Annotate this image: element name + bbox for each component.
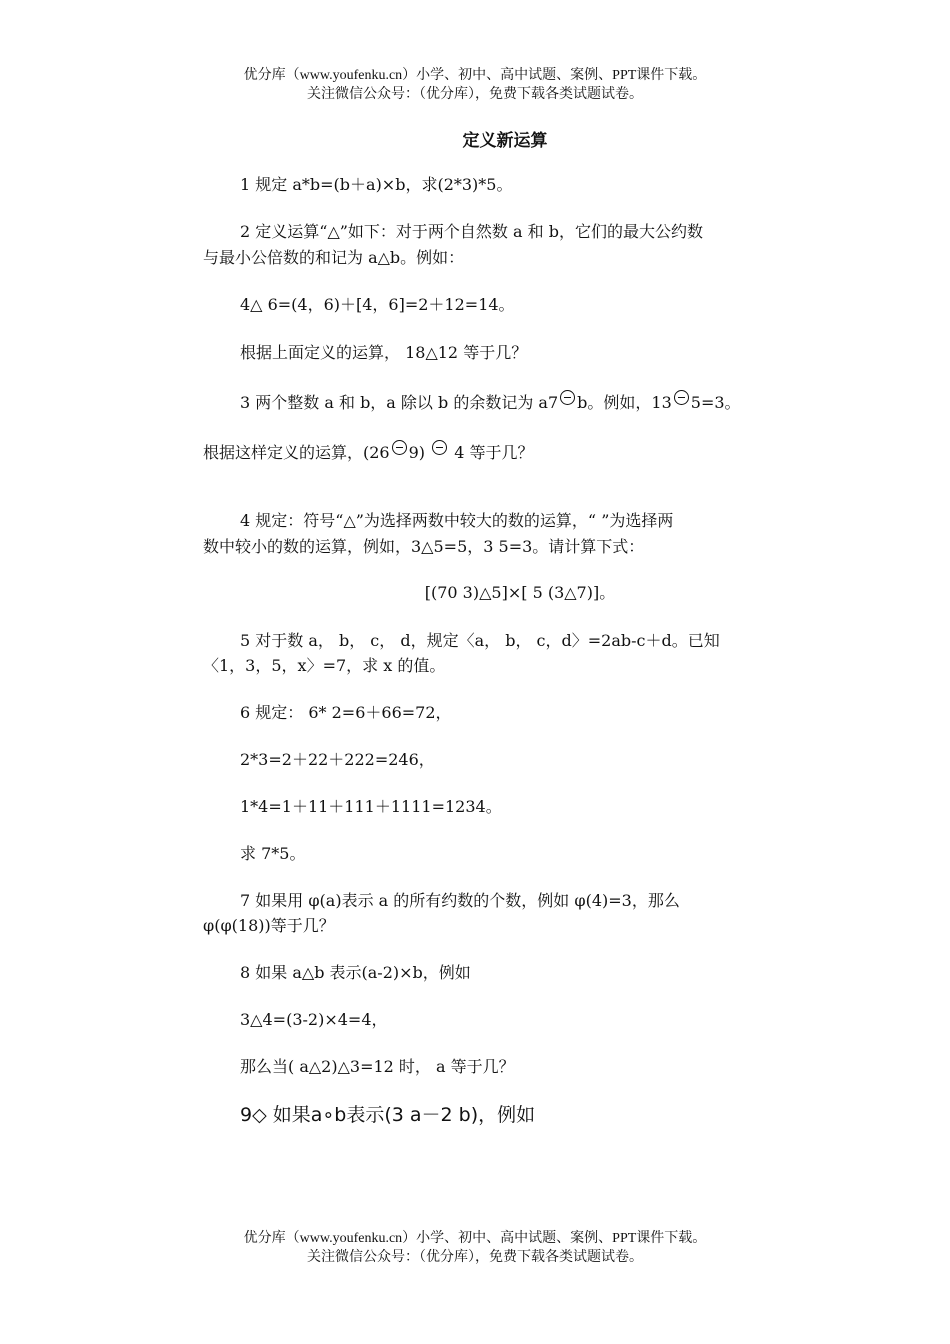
question-4-line-2: 数中较小的数的运算，例如，3△5=5，3 5=3。请计算下式： (203, 537, 645, 556)
question-8-line-3: 那么当( a△2)△3=12 时， a 等于几？ (240, 1057, 515, 1076)
question-4-line-1: 4 规定：符号“△”为选择两数中较大的数的运算，“ ”为选择两 (240, 511, 674, 530)
question-4-formula: [(70 3)△5]×[ 5 (3△7)]。 (424, 583, 616, 602)
question-5-line-1: 5 对于数 a， b， c， d，规定〈a， b， c，d〉=2ab-c＋d。已知 (240, 631, 720, 650)
footer-line-2: 关注微信公众号：（优分库），免费下载各类试题试卷。 (307, 1250, 643, 1265)
question-3-text-f: 4 等于几？ (449, 443, 534, 462)
circle-minus-icon (674, 390, 689, 405)
question-2-line-1: 2 定义运算“△”如下：对于两个自然数 a 和 b，它们的最大公约数 (240, 222, 703, 241)
circle-minus-icon (432, 440, 447, 455)
question-8-line-2: 3△4=(3-2)×4=4， (240, 1010, 388, 1029)
question-3-text-a: 3 两个整数 a 和 b，a 除以 b 的余数记为 a7 (240, 393, 559, 412)
question-3-text-d: 根据这样定义的运算，(26 (203, 443, 390, 462)
question-6-line-3: 1*4=1＋11＋111＋1111=1234。 (240, 797, 502, 816)
question-7-line-2: φ(φ(18))等于几？ (203, 916, 335, 935)
question-9: 9◇ 如果a∘b表示(3 a－2 b)，例如 (240, 1104, 536, 1126)
question-5-line-2: 〈1，3，5，x〉=7，求 x 的值。 (203, 656, 446, 675)
question-1: 1 规定 a*b=(b＋a)×b，求(2*3)*5。 (240, 175, 513, 194)
question-2-line-2: 与最小公倍数的和记为 a△b。例如： (203, 248, 465, 267)
question-3-text-e: 9) (408, 443, 426, 462)
circle-minus-icon (392, 440, 407, 455)
question-2-example: 4△ 6=(4，6)＋[4，6]=2＋12=14。 (240, 295, 515, 314)
question-3-text-b: b。例如，13 (577, 393, 672, 412)
question-3-line-2 (203, 440, 805, 466)
circle-minus-icon (560, 390, 575, 405)
question-3-text-c: 5=3。 (690, 393, 741, 412)
question-2-question: 根据上面定义的运算， 18△12 等于几？ (240, 343, 528, 362)
question-6-line-1: 6 规定： 6* 2=6＋66=72， (240, 703, 452, 722)
question-6-line-2: 2*3=2＋22＋222=246， (240, 750, 435, 769)
question-3-line-1 (203, 390, 842, 416)
page-title: 定义新运算 (462, 131, 548, 151)
footer-line-1: 优分库（www.youfenku.cn）小学、初中、高中试题、案例、PPT课件下载。 (243, 1231, 707, 1246)
question-6-line-4: 求 7*5。 (240, 844, 306, 863)
header-line-2: 关注微信公众号：（优分库），免费下载各类试题试卷。 (307, 87, 643, 102)
question-8-line-1: 8 如果 a△b 表示(a-2)×b，例如 (240, 963, 471, 982)
question-7-line-1: 7 如果用 φ(a)表示 a 的所有约数的个数，例如 φ(4)=3，那么 (240, 891, 680, 910)
header-line-1: 优分库（www.youfenku.cn）小学、初中、高中试题、案例、PPT课件下载。 (243, 68, 707, 83)
